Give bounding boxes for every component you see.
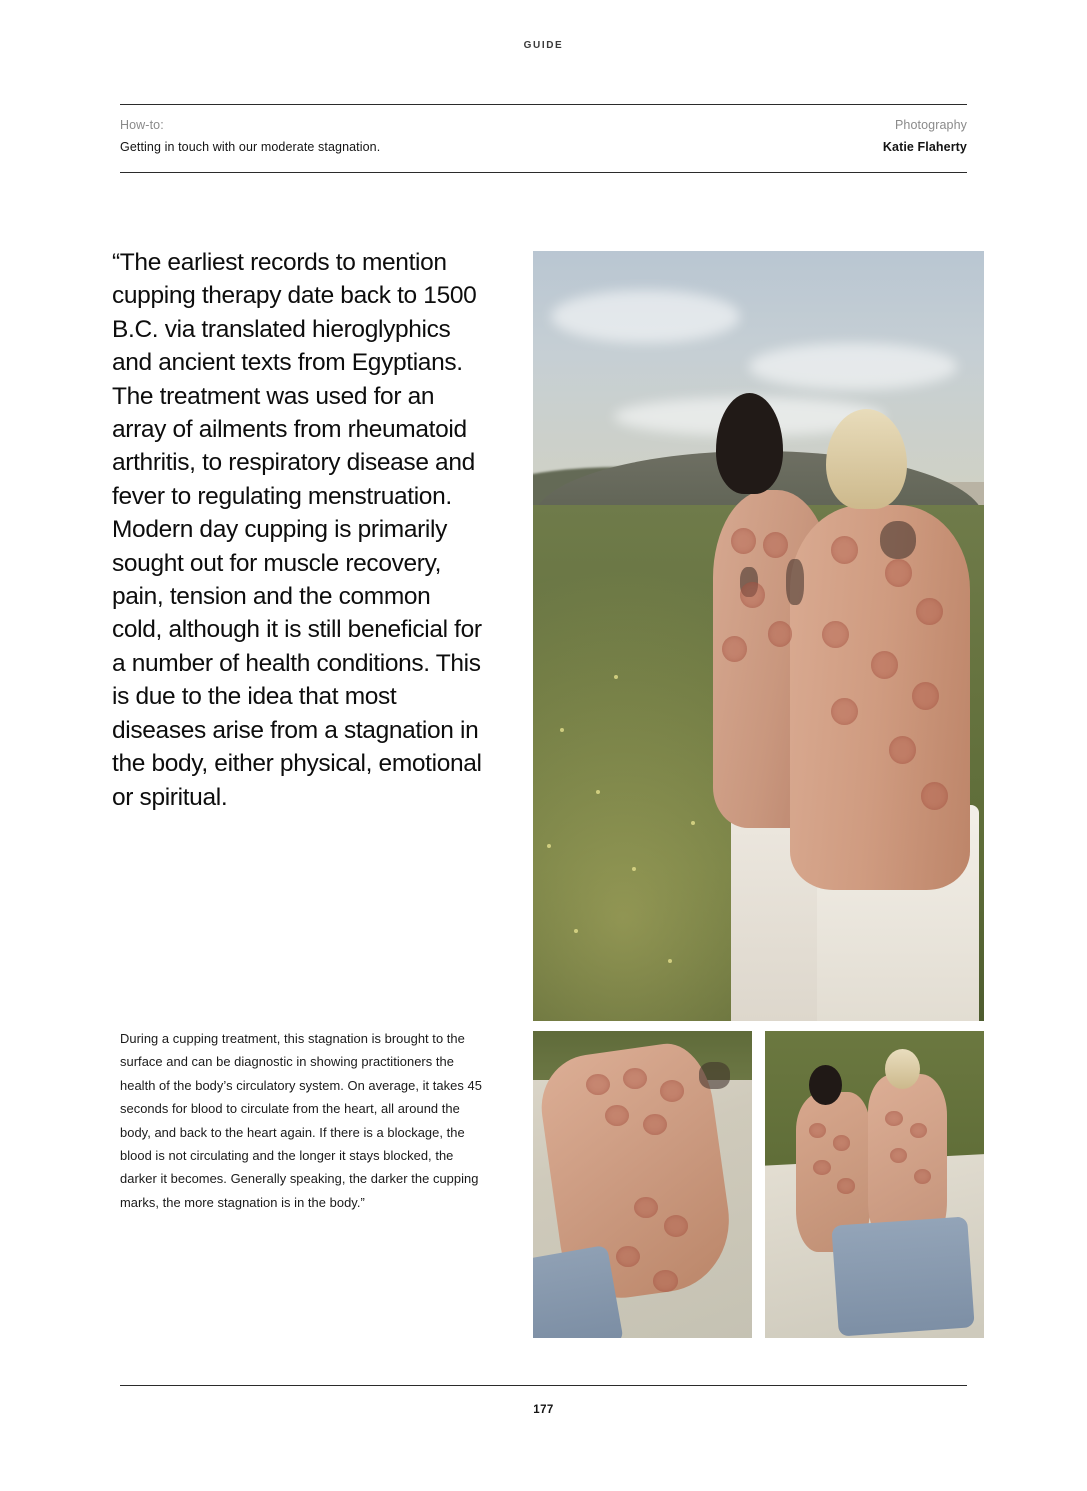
cupping-mark — [768, 621, 793, 647]
cupping-mark — [885, 1111, 903, 1126]
divider-mid — [120, 172, 967, 173]
cupping-mark — [822, 621, 849, 649]
cupping-mark — [643, 1114, 667, 1135]
howto-label: How-to: — [120, 118, 164, 132]
tattoo-mark — [880, 521, 916, 560]
tattoo-mark — [699, 1062, 730, 1090]
cupping-mark — [885, 559, 912, 587]
photo-bottom-left — [533, 1031, 752, 1338]
cupping-mark — [889, 736, 916, 764]
cupping-mark — [623, 1068, 647, 1089]
pull-quote: “The earliest records to mention cupping therapy date back to 1500 B.C. via translated hieroglyphics and ancient texts from Egyptians. The treatment was used for an array of ailments from rheumatoid arthritis, to respiratory disease and fever to regulating menstruation. Modern day cupping is primarily sought out for muscle recovery, pain, tension and the common cold, although it is still beneficial for a number of health conditions. This is due to the idea that most diseases arise from a stagnation in the body, either physical, emotional or spiritual. — [112, 249, 482, 811]
cupping-mark — [921, 782, 948, 810]
tattoo-mark — [786, 559, 804, 605]
cupping-mark — [653, 1270, 677, 1291]
cupping-mark — [912, 682, 939, 710]
cupping-mark — [634, 1197, 658, 1218]
person-back-right — [790, 505, 970, 890]
photo-main — [533, 251, 984, 1021]
running-head: GUIDE — [523, 40, 564, 51]
cloud-shape — [749, 343, 956, 389]
cupping-mark — [660, 1080, 684, 1101]
photographer-name: Katie Flaherty — [882, 140, 967, 154]
cupping-mark — [831, 698, 858, 726]
page-number: 177 — [533, 1404, 554, 1416]
masthead-left — [120, 114, 380, 158]
masthead-right — [883, 114, 967, 158]
denim-jeans — [831, 1217, 974, 1337]
howto-title: Getting in touch with our moderate stagnation. — [120, 140, 381, 154]
divider-top — [120, 104, 967, 105]
divider-bottom — [120, 1385, 967, 1386]
cloud-shape — [551, 290, 740, 344]
cupping-mark — [664, 1215, 688, 1236]
cupping-mark — [813, 1160, 831, 1175]
cupping-mark — [837, 1178, 855, 1193]
cupping-mark — [763, 532, 788, 558]
photography-label: Photography — [895, 118, 967, 132]
masthead — [120, 114, 967, 170]
photo-bottom-right — [765, 1031, 984, 1338]
dark-hair — [809, 1065, 842, 1105]
cupping-mark — [831, 536, 858, 564]
body-copy: During a cupping treatment, this stagnation is brought to the surface and can be diagnostic in showing practitioners the health of the body’s circulatory system. On average, it takes 45 seconds for blood to circulate from the heart, all around the body, and back to the heart again. If there is a blockage, the blood is not circulating and the longer it stays blocked, the darker it becomes. Generally speaking, the darker the cupping marks, the more stagnation is in the body.” — [120, 1031, 482, 1210]
cupping-mark — [833, 1135, 851, 1150]
cupping-mark — [586, 1074, 610, 1095]
